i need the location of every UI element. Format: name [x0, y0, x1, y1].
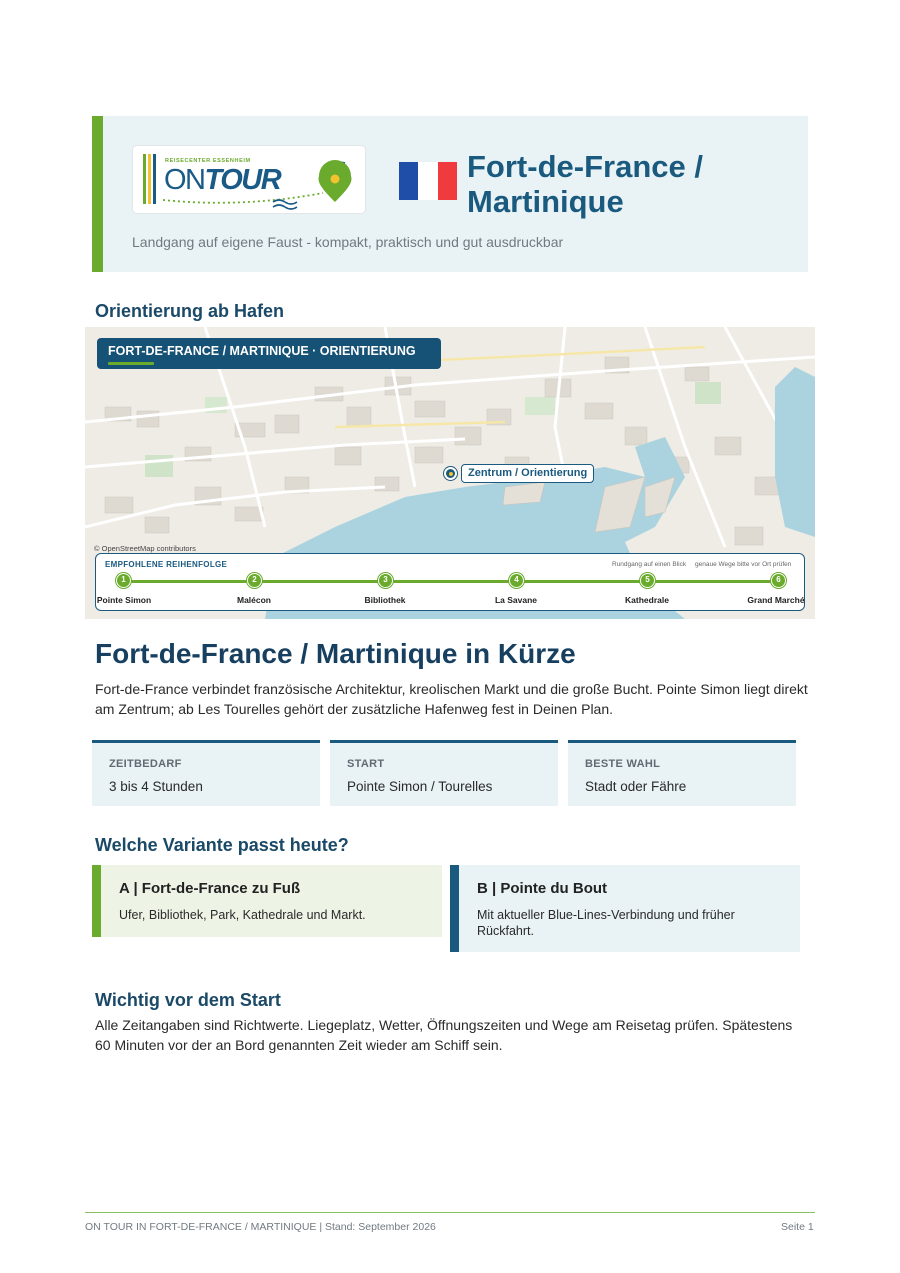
- footer-text: ON TOUR IN FORT-DE-FRANCE / MARTINIQUE | Stand: September 2026: [85, 1221, 436, 1233]
- variant-b-card: [450, 865, 800, 952]
- variant-a-card: [92, 865, 442, 937]
- info-card-start: [330, 740, 558, 806]
- page-number: Seite 1: [781, 1221, 814, 1233]
- summary-text: Fort-de-France verbindet französische Architektur, kreolischen Markt und die große Bucht. Pointe Simon liegt direkt am Zentrum; ab Les Tourelles gehört der zusätzliche Hafenweg fest in Deinen Plan.: [95, 681, 808, 717]
- map-banner-underline: [108, 362, 154, 365]
- route-title: EMPFOHLENE REIHENFOLGE: [105, 560, 228, 569]
- location-pin-icon: [444, 467, 457, 480]
- map-pin-label: Zentrum / Orientierung: [461, 464, 594, 483]
- route-card: [95, 553, 805, 611]
- page-title: Fort-de-France / Martinique: [467, 149, 703, 219]
- route-stop-label: Grand Marché: [747, 595, 805, 605]
- route-stop-label: Malécon: [236, 595, 272, 605]
- route-stop-marker: 6: [771, 573, 786, 588]
- route-stop-marker: 3: [378, 573, 393, 588]
- route-stop-marker: 4: [509, 573, 524, 588]
- important-heading: Wichtig vor dem Start: [95, 990, 281, 1010]
- logo-tagline: REISECENTER ESSENHEIM: [165, 158, 251, 164]
- variant-description: Mit aktueller Blue-Lines-Verbindung und früher Rückfahrt.: [477, 908, 735, 938]
- orientation-map: [85, 327, 815, 619]
- page-subtitle: Landgang auf eigene Faust - kompakt, praktisch und gut ausdruckbar: [132, 234, 564, 250]
- logo-wordmark: ONTOUR: [164, 164, 281, 196]
- route-note-right: genaue Wege bitte vor Ort prüfen: [695, 561, 792, 568]
- route-stop-marker: 5: [640, 573, 655, 588]
- france-flag-icon: [399, 162, 457, 200]
- summary-heading: Fort-de-France / Martinique in Kürze: [95, 638, 576, 669]
- orientation-heading: Orientierung ab Hafen: [95, 301, 285, 321]
- header-banner: [92, 116, 808, 272]
- card-value: Pointe Simon / Tourelles: [347, 779, 493, 794]
- route-note-left: Rundgang auf einen Blick: [612, 561, 687, 568]
- info-card-best-choice: [568, 740, 796, 806]
- route-stop-label: Pointe Simon: [96, 595, 152, 605]
- route-stop-label: Kathedrale: [625, 595, 669, 605]
- footer-divider: [85, 1212, 815, 1213]
- map-banner: [97, 338, 441, 369]
- card-label: START: [347, 758, 385, 770]
- important-text: Alle Zeitangaben sind Richtwerte. Liegeplatz, Wetter, Öffnungszeiten und Wege am Reisetag prüfen. Spätestens 60 Minuten vor der an Bord genannten Zeit wieder am Schiff sein.: [95, 1017, 793, 1053]
- variant-title: B | Pointe du Bout: [477, 880, 608, 897]
- card-label: BESTE WAHL: [585, 758, 661, 770]
- map-attribution: © OpenStreetMap contributors: [94, 544, 196, 553]
- info-card-time: [92, 740, 320, 806]
- route-line: [123, 580, 778, 583]
- logo-path-icon: [133, 146, 367, 215]
- card-label: ZEITBEDARF: [109, 758, 182, 770]
- map-banner-text: FORT-DE-FRANCE / MARTINIQUE · ORIENTIERUNG: [108, 344, 416, 358]
- on-tour-logo: [132, 145, 366, 214]
- route-stop-label: Bibliothek: [364, 595, 406, 605]
- card-value: 3 bis 4 Stunden: [109, 779, 203, 794]
- card-value: Stadt oder Fähre: [585, 779, 687, 794]
- variants-heading: Welche Variante passt heute?: [95, 835, 349, 855]
- variant-description: Ufer, Bibliothek, Park, Kathedrale und Markt.: [119, 908, 366, 922]
- route-stop-marker: 2: [247, 573, 262, 588]
- route-stop-label: La Savane: [494, 595, 538, 605]
- route-stop-marker: 1: [116, 573, 131, 588]
- variant-title: A | Fort-de-France zu Fuß: [119, 880, 301, 897]
